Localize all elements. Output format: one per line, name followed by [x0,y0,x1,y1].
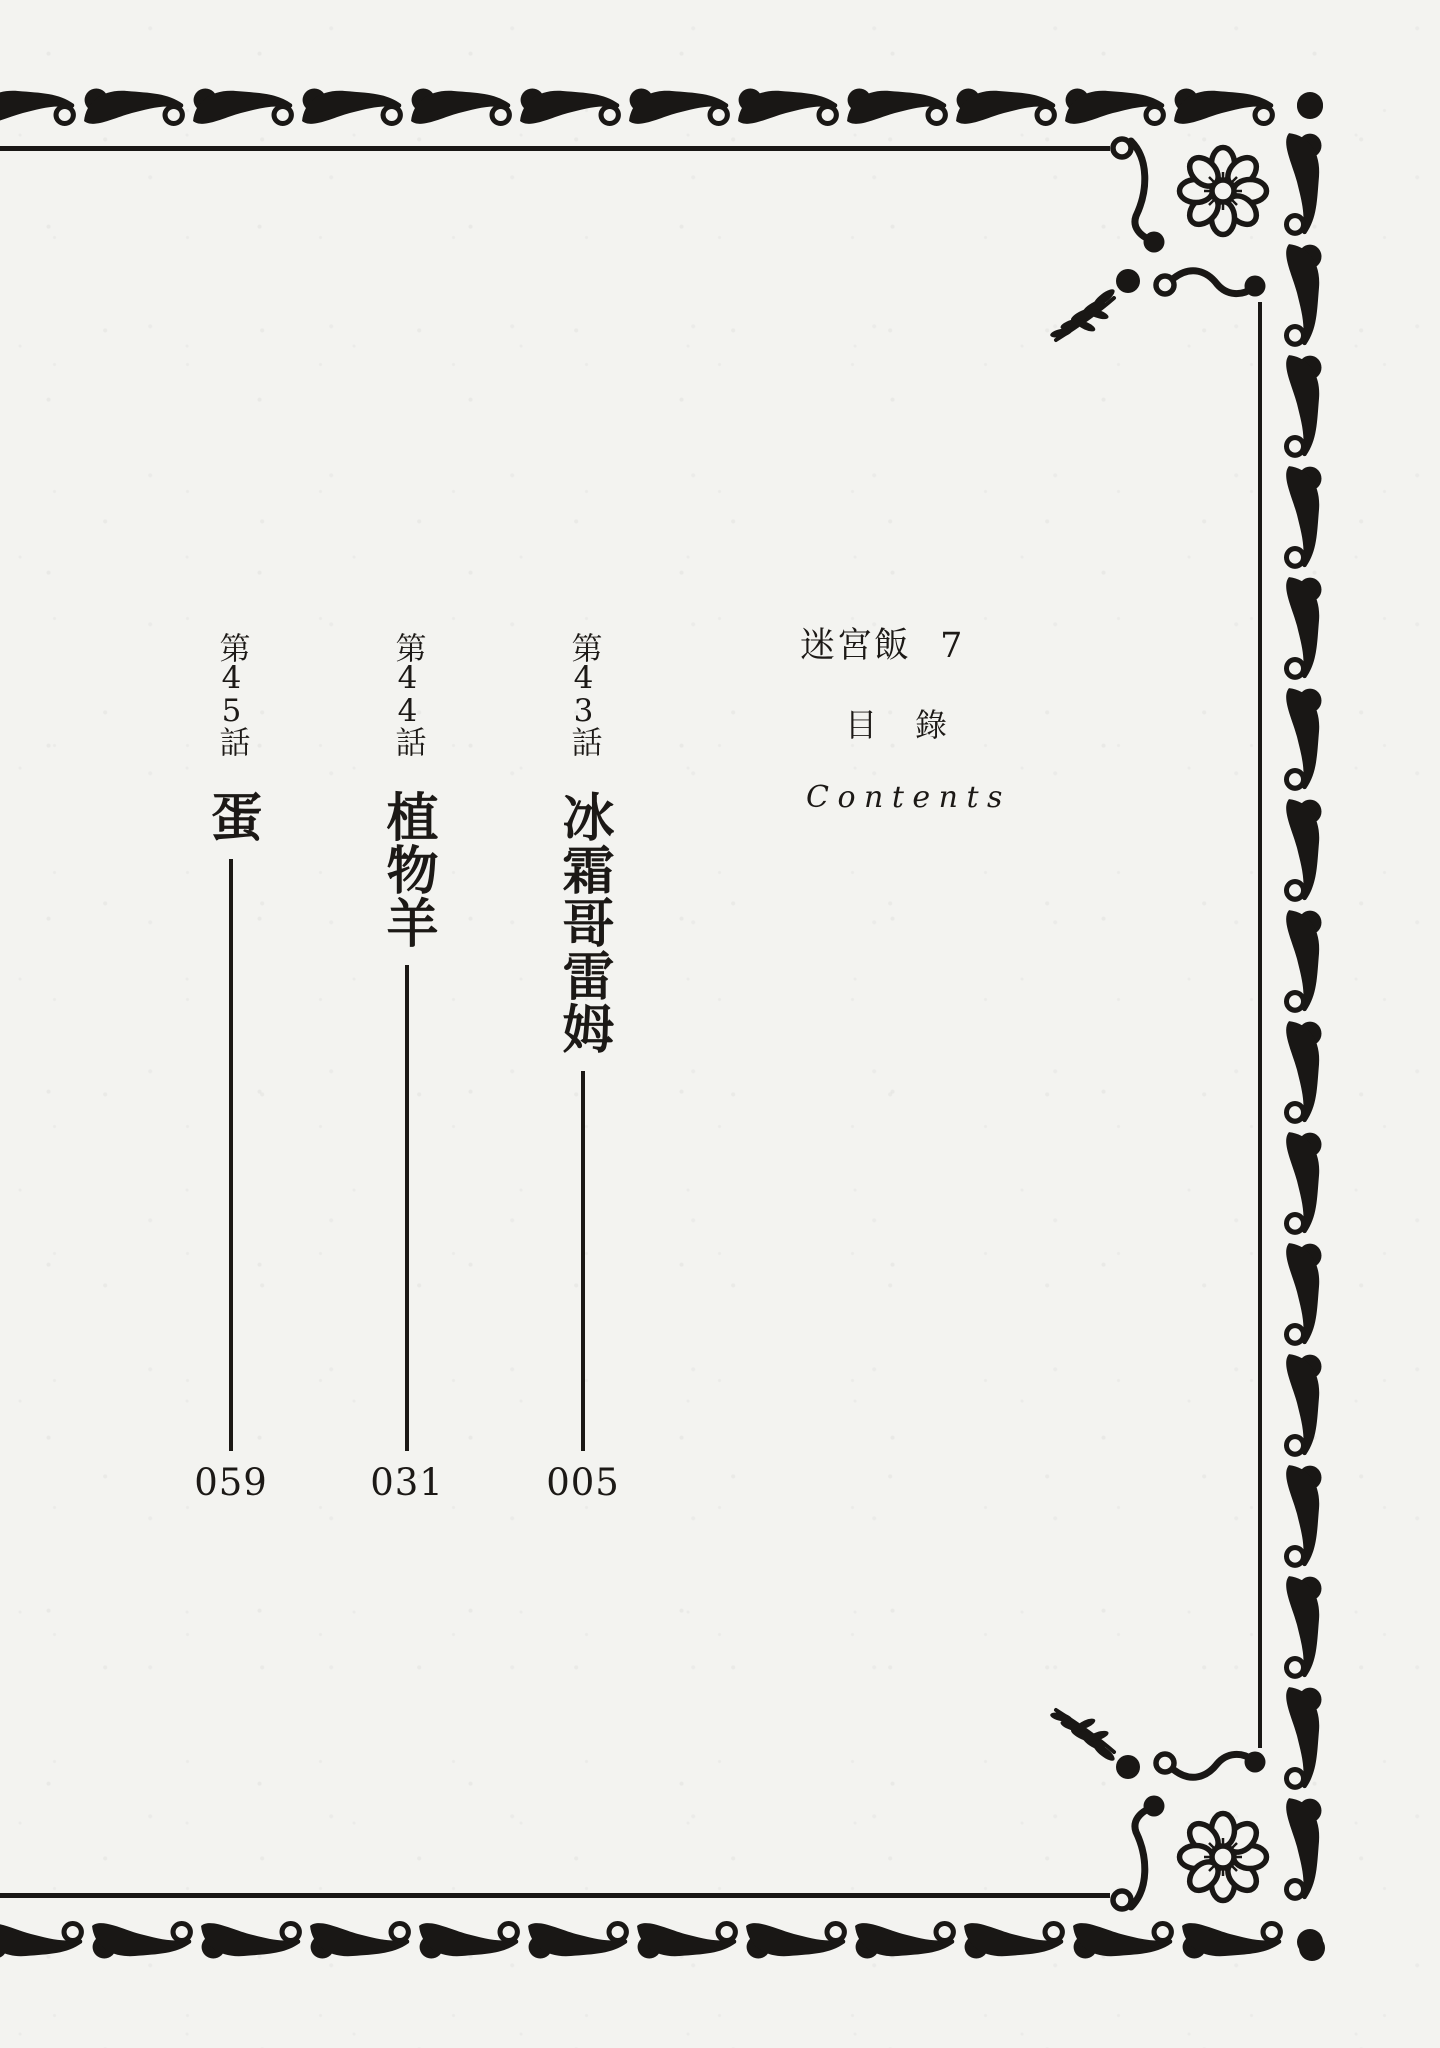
chapter-leader-line [581,1071,585,1451]
toc-entry-chapter-45 [161,632,301,1504]
chapter-number-label: 第44話 [389,632,426,754]
border-line-bottom [0,1893,1110,1898]
chapter-number-label: 第43話 [565,632,602,754]
border-scroll-right [1280,130,1326,1906]
chapter-title: 植物羊 [377,790,438,949]
scroll-wave-icon [743,1917,852,1963]
scroll-wave-icon [517,84,626,130]
scroll-wave-icon [408,84,517,130]
scroll-wave-icon [1280,907,1326,1018]
scroll-wave-icon [1280,1573,1326,1684]
scroll-wave-icon [0,84,81,130]
scroll-wave-icon [1280,463,1326,574]
toc-entry-chapter-44 [337,632,477,1504]
series-title: 迷宮飯 7 [800,626,965,666]
corner-dot [1297,92,1323,118]
border-line-right [1258,302,1262,1748]
scroll-wave-icon [1280,1351,1326,1462]
border-line-top [0,146,1110,151]
scroll-wave-icon [634,1917,743,1963]
scroll-wave-icon [198,1917,307,1963]
flower-icon [1095,1703,1345,1963]
scroll-wave-icon [525,1917,634,1963]
scroll-wave-icon [1280,796,1326,907]
toc-entry-chapter-43 [513,632,653,1504]
scroll-wave-icon [852,1917,961,1963]
chapter-page-number: 031 [370,1461,444,1504]
chapter-leader-line [405,965,409,1451]
corner-dot [1299,1935,1325,1961]
scroll-wave-icon [844,84,953,130]
scroll-wave-icon [735,84,844,130]
scroll-wave-icon [961,1917,1070,1963]
toc-title: 目錄 [845,706,986,744]
chapter-page-number: 059 [194,1461,268,1504]
toc-subtitle: Contents [806,780,1011,815]
scroll-wave-icon [1280,1240,1326,1351]
scroll-wave-icon [953,84,1062,130]
scroll-wave-icon [299,84,408,130]
scroll-wave-icon [190,84,299,130]
chapter-page-number: 005 [546,1461,620,1504]
scroll-wave-icon [1280,352,1326,463]
chapter-leader-line [229,859,233,1451]
scroll-wave-icon [1280,685,1326,796]
leaf-sprig-icon [1048,1700,1122,1762]
scroll-wave-icon [1280,1018,1326,1129]
scroll-wave-icon [89,1917,198,1963]
chapter-title: 蛋 [201,790,262,843]
flower-icon [1095,85,1345,345]
scroll-wave-icon [0,1917,89,1963]
scroll-wave-icon [416,1917,525,1963]
scroll-wave-icon [1280,574,1326,685]
scroll-wave-icon [307,1917,416,1963]
scroll-wave-icon [81,84,190,130]
scroll-wave-icon [1280,1129,1326,1240]
chapter-title: 冰霜哥雷姆 [553,790,614,1055]
chapter-number-label: 第45話 [213,632,250,754]
leaf-sprig-icon [1048,288,1122,350]
border-scroll-top [0,84,1280,130]
scroll-wave-icon [1280,1462,1326,1573]
scroll-wave-icon [626,84,735,130]
